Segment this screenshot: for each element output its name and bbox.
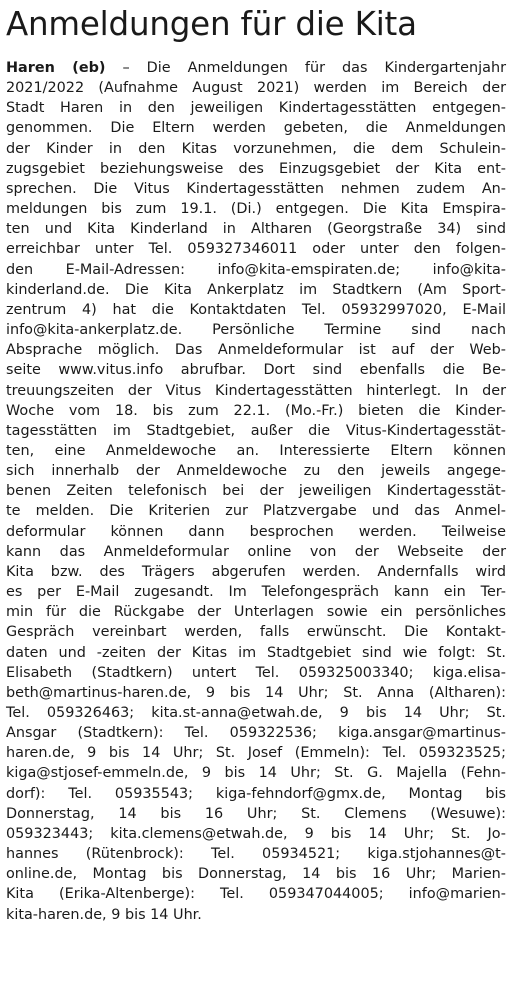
article-line: kita-haren.de, 9 bis 14 Uhr. [6,906,202,923]
article-line: Stadt Haren in den jeweiligen Kindertagesstätten entgegen- [6,100,506,117]
article-line: kinderland.de. Die Kita Ankerplatz im Stadtkern (Am Sport- [6,281,506,298]
article-line: meldungen bis zum 19.1. (Di.) entgegen. Die Kita Emspira- [6,201,506,218]
article-line: der Kinder in den Kitas vorzunehmen, die dem Schulein- [6,140,506,157]
article-line: Donnerstag, 14 bis 16 Uhr; St. Clemens (Wesuwe): [6,805,506,822]
article-line: beth@martinus-haren.de, 9 bis 14 Uhr; St. Anna (Altharen): [6,684,506,701]
article-line: daten und -zeiten der Kitas im Stadtgebiet sind wie folgt: St. [6,644,506,661]
article-line: Tel. 059326463; kita.st-anna@etwah.de, 9 bis 14 Uhr; St. [6,705,506,721]
article-line: erreichbar unter Tel. 059327346011 oder unter den folgen- [6,241,506,258]
article-line: Absprache möglich. Das Anmeldeformular ist auf der Web- [6,342,506,359]
article-line: den E-Mail-Adressen: info@kita-emspiraten.de; info@kita- [6,261,506,278]
article-line: ten und Kita Kinderland in Altharen (Georgstraße 34) sind [6,221,506,238]
article-body [6,58,506,925]
article-line: info@kita-ankerplatz.de. Persönliche Termine sind nach [6,322,506,339]
article-line: seite www.vitus.info abrufbar. Dort sind ebenfalls die Be- [6,362,506,379]
article-line: min für die Rückgabe der Unterlagen sowie ein persönliches [6,604,506,621]
article-line: Woche vom 18. bis zum 22.1. (Mo.-Fr.) bieten die Kinder- [6,402,506,419]
article-line: ten, eine Anmeldewoche an. Interessierte Eltern können [6,442,506,459]
article-line: deformular können dann besprochen werden. Teilweise [6,523,506,540]
article-line-text: – Die Anmeldungen für das Kindergartenjahr [105,60,506,76]
article-line: haren.de, 9 bis 14 Uhr; St. Josef (Emmeln): Tel. 059323525; [6,745,506,762]
article-line: Ansgar (Stadtkern): Tel. 059322536; kiga.ansgar@martinus- [6,725,506,742]
article-line: zugsgebiet beziehungsweise des Einzugsgebiet der Kita ent- [6,160,506,177]
article-line: sprechen. Die Vitus Kindertagesstätten nehmen zudem An- [6,180,506,197]
article-line: benen Zeiten telefonisch bei der jeweiligen Kindertagesstät- [6,483,506,500]
newspaper-article [6,4,506,925]
article-line: te melden. Die Kriterien zur Platzvergabe und das Anmel- [6,503,506,520]
article-line [6,58,506,78]
article-line: es per E-Mail zugesandt. Im Telefongespräch kann ein Ter- [6,584,506,601]
article-line: Gespräch vereinbart werden, falls erwünscht. Die Kontakt- [6,624,506,641]
article-line: kann das Anmeldeformular online von der Webseite der [6,543,506,560]
article-line: kiga@stjosef-emmeln.de, 9 bis 14 Uhr; St. G. Majella (Fehn- [6,765,506,782]
article-line: zentrum 4) hat die Kontaktdaten Tel. 05932997020, E-Mail [6,301,506,318]
article-headline: Anmeldungen für die Kita [6,5,417,43]
article-line: Kita bzw. des Trägers abgerufen werden. Andernfalls wird [6,563,506,580]
article-line: genommen. Die Eltern werden gebeten, die Anmeldungen [6,120,506,137]
article-line: hannes (Rütenbrock): Tel. 05934521; kiga.stjohannes@t- [6,846,506,863]
article-line: dorf): Tel. 05935543; kiga-fehndorf@gmx.de, Montag bis [6,785,506,802]
article-line: Kita (Erika-Altenberge): Tel. 059347044005; info@marien- [6,886,506,903]
article-line: 059323443; kita.clemens@etwah.de, 9 bis 14 Uhr; St. Jo- [6,825,506,842]
article-line: treuungszeiten der Vitus Kindertagesstätten hinterlegt. In der [6,382,506,399]
article-line: Elisabeth (Stadtkern) untert Tel. 059325003340; kiga.elisa- [6,664,506,681]
article-line: sich innerhalb der Anmeldewoche zu den jeweils angege- [6,463,506,480]
article-line: online.de, Montag bis Donnerstag, 14 bis 16 Uhr; Marien- [6,866,506,883]
article-dateline: Haren (eb) [6,60,106,76]
article-line: tagesstätten im Stadtgebiet, außer die Vitus-Kindertagesstät- [6,422,506,439]
article-line: 2021/2022 (Aufnahme August 2021) werden im Bereich der [6,80,506,97]
